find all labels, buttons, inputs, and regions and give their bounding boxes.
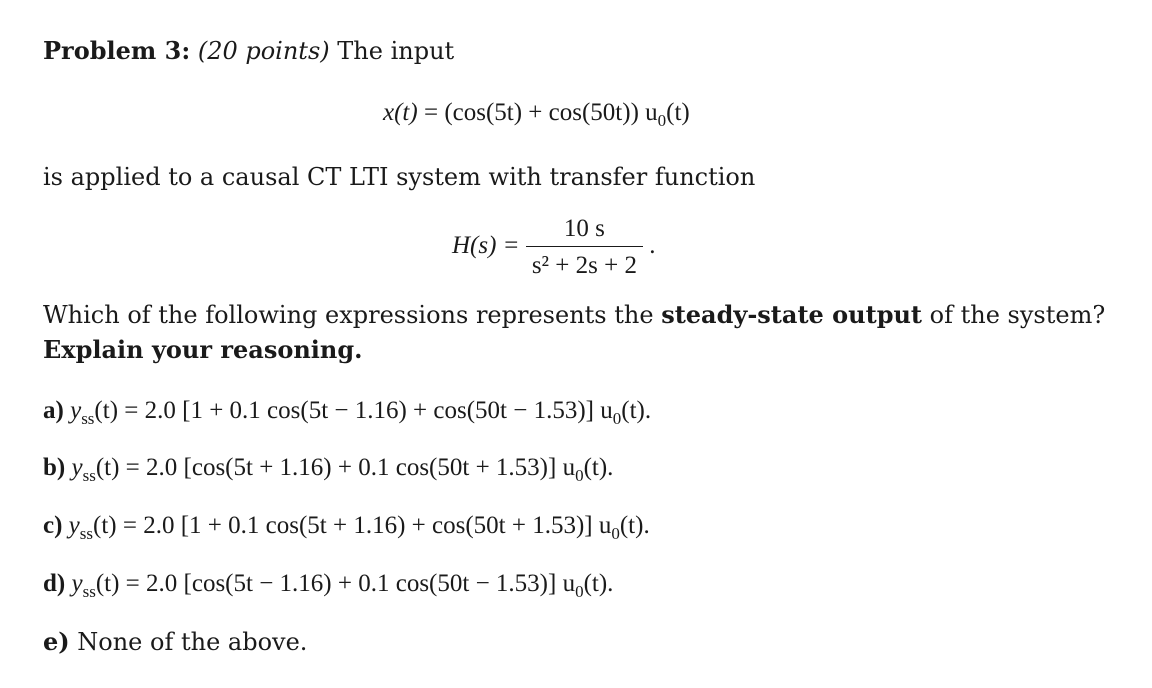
option-expr: (t) = 2.0 [cos(5t + 1.16) + 0.1 cos(50t + 1.53)] u <box>95 454 576 481</box>
input-eq-tail: (t) <box>666 99 690 126</box>
input-eq-rhs: (cos(5t) + cos(50t)) u <box>444 99 658 126</box>
option-label: c) <box>43 512 63 539</box>
option-label: d) <box>43 570 66 597</box>
question-line1 <box>43 300 1105 330</box>
transfer-function <box>452 214 655 281</box>
question-part1: Which of the following expressions represents the <box>43 301 654 329</box>
applied-text: is applied to a causal CT LTI system with transfer function <box>43 163 756 191</box>
option-d: d) $y_{ss}(t) = 2.0$ [cos(5t − 1.16) + 0.1 cos(50t − 1.53)] $u_0(t)$. <box>43 570 614 601</box>
option-b: b) $y_{ss}(t) = 2.0$ [cos(5t + 1.16) + 0.1 cos(50t + 1.53)] $u_0(t)$. <box>43 454 614 485</box>
transfer-denominator: s² + 2s + 2 <box>526 246 643 281</box>
problem-points: (20 points) <box>197 37 330 65</box>
option-label: a) <box>43 397 64 424</box>
input-eq-sub: 0 <box>657 111 667 130</box>
input-eq-lhs: x(t) <box>383 99 418 126</box>
transfer-lhs: H(s) = <box>452 232 520 260</box>
question-explain: Explain your reasoning. <box>43 335 363 364</box>
option-label: b) <box>43 454 66 481</box>
transfer-numerator: 10 s <box>563 215 605 242</box>
option-expr: (t) = 2.0 [cos(5t − 1.16) + 0.1 cos(50t − 1.53)] u <box>95 570 576 597</box>
problem-label: Problem 3: <box>43 36 191 65</box>
option-a: a) $y_{ss}(t) = 2.0$ [1 + 0.1 cos(5t − 1.16) + cos(50t − 1.53)] $u_0(t)$. <box>43 397 652 428</box>
option-c: c) $y_{ss}(t) = 2.0$ [1 + 0.1 cos(5t + 1.16) + cos(50t + 1.53)] $u_0(t)$. <box>43 512 650 543</box>
option-text: None of the above. <box>77 628 308 656</box>
option-expr: (t) = 2.0 [1 + 0.1 cos(5t − 1.16) + cos(50t − 1.53)] u <box>94 397 613 424</box>
option-e <box>43 627 307 657</box>
transfer-fraction <box>526 214 643 281</box>
transfer-period: . <box>649 232 656 260</box>
question-part2: of the system? <box>929 301 1106 329</box>
problem-intro: The input <box>337 37 455 65</box>
input-equation: x(t) = (cos(5t) + cos(50t)) $u_0(t)$ <box>383 99 690 130</box>
option-label: e) <box>43 627 70 656</box>
option-expr: (t) = 2.0 [1 + 0.1 cos(5t + 1.16) + cos(50t + 1.53)] u <box>93 512 612 539</box>
problem-header <box>43 36 454 66</box>
question-bold-phrase: steady-state output <box>661 300 923 329</box>
